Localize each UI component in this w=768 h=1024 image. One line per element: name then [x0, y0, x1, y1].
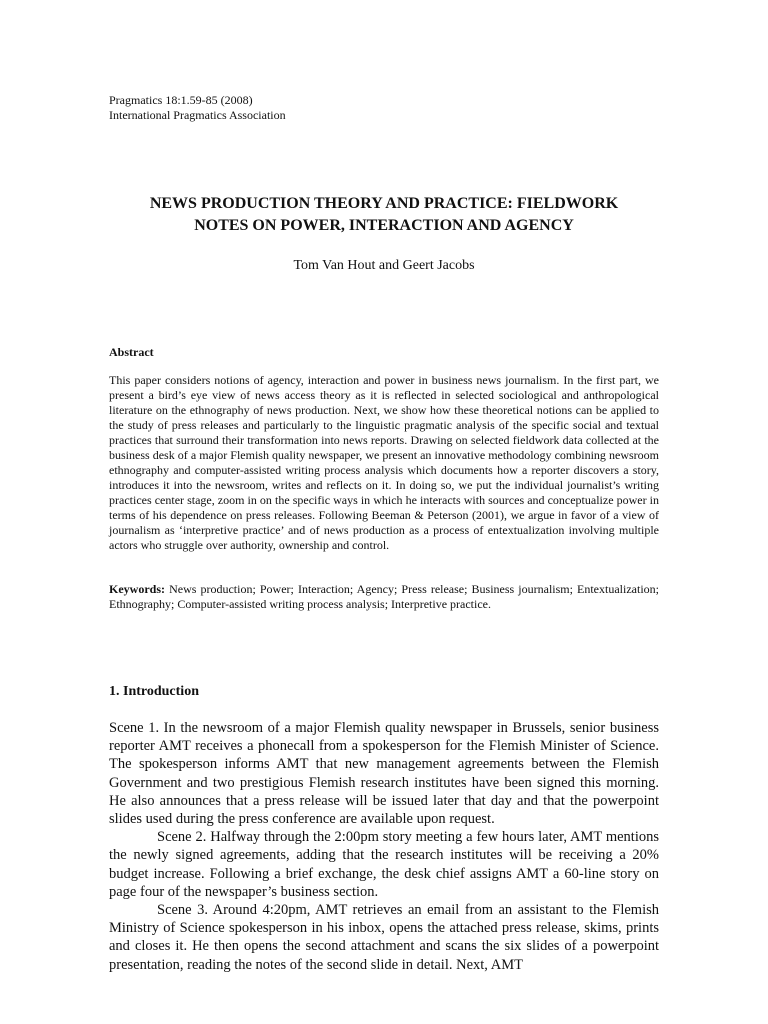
- paper-title-line-2: NOTES ON POWER, INTERACTION AND AGENCY: [194, 217, 574, 234]
- keywords-text: News production; Power; Interaction; Agency; Press release; Business journalism; Entextualization; Ethnography; Computer-assisted writing process analysis; Interpretive practice.: [109, 582, 659, 611]
- journal-citation: Pragmatics 18:1.59-85 (2008): [109, 93, 253, 107]
- paper-title: [100, 193, 668, 237]
- section-heading-introduction: 1. Introduction: [109, 684, 199, 699]
- paper-authors: Tom Van Hout and Geert Jacobs: [293, 258, 475, 273]
- intro-paragraph-3: Scene 3. Around 4:20pm, AMT retrieves an email from an assistant to the Flemish Ministry of Science spokesperson in his inbox, opens the attached press release, skims, prints and closes it. He then opens the second attachment and scans the six slides of a powerpoint presentation, reading the notes of the second slide in detail. Next, AMT: [109, 902, 659, 973]
- keywords-label: Keywords:: [109, 582, 165, 596]
- journal-info: [109, 93, 286, 123]
- intro-paragraph-2: Scene 2. Halfway through the 2:00pm story meeting a few hours later, AMT mentions the newly signed agreements, adding that the research institutes will be receiving a 20% budget increase. Following a brief exchange, the desk chief assigns AMT a 60-line story on page four of the newspaper’s business section.: [109, 829, 659, 900]
- journal-publisher: International Pragmatics Association: [109, 108, 286, 122]
- abstract-body: This paper considers notions of agency, interaction and power in business news journalism. In the first part, we present a bird’s eye view of news access theory as it is reflected in selected sociological and anthropological literature on the ethnography of news production. Next, we show how these theoretical notions can be applied to the study of press releases and particularly to the linguistic pragmatic analysis of the specific social and textual practices that surround their transformation into news reports. Drawing on selected fieldwork data collected at the business desk of a major Flemish quality newspaper, we present an innovative methodology combining newsroom ethnography and computer-assisted writing process analysis which documents how a reporter discovers a story, introduces it into the newsroom, writes and reflects on it. In doing so, we put the individual journalist’s writing practices center stage, zoom in on the specific ways in which he interacts with sources and conceptualize power in terms of his dependence on press releases. Following Beeman & Peterson (2001), we argue in favor of a view of journalism as ‘interpretive practice’ and of news production as a process of entextualization involving multiple actors who struggle over authority, ownership and control.: [109, 373, 659, 552]
- intro-paragraph-1: Scene 1. In the newsroom of a major Flemish quality newspaper in Brussels, senior business reporter AMT receives a phonecall from a spokesperson for the Flemish Minister of Science. The spokesperson informs AMT that new management agreements between the Flemish Government and two prestigious Flemish research institutes have been signed this morning. He also announces that a press release will be issued later that day and that the powerpoint slides used during the press conference are available upon request.: [109, 720, 659, 828]
- introduction-body: [109, 719, 659, 974]
- keywords: [109, 582, 659, 612]
- abstract-heading: Abstract: [109, 345, 154, 359]
- paper-title-line-1: NEWS PRODUCTION THEORY AND PRACTICE: FIELDWORK: [149, 195, 619, 212]
